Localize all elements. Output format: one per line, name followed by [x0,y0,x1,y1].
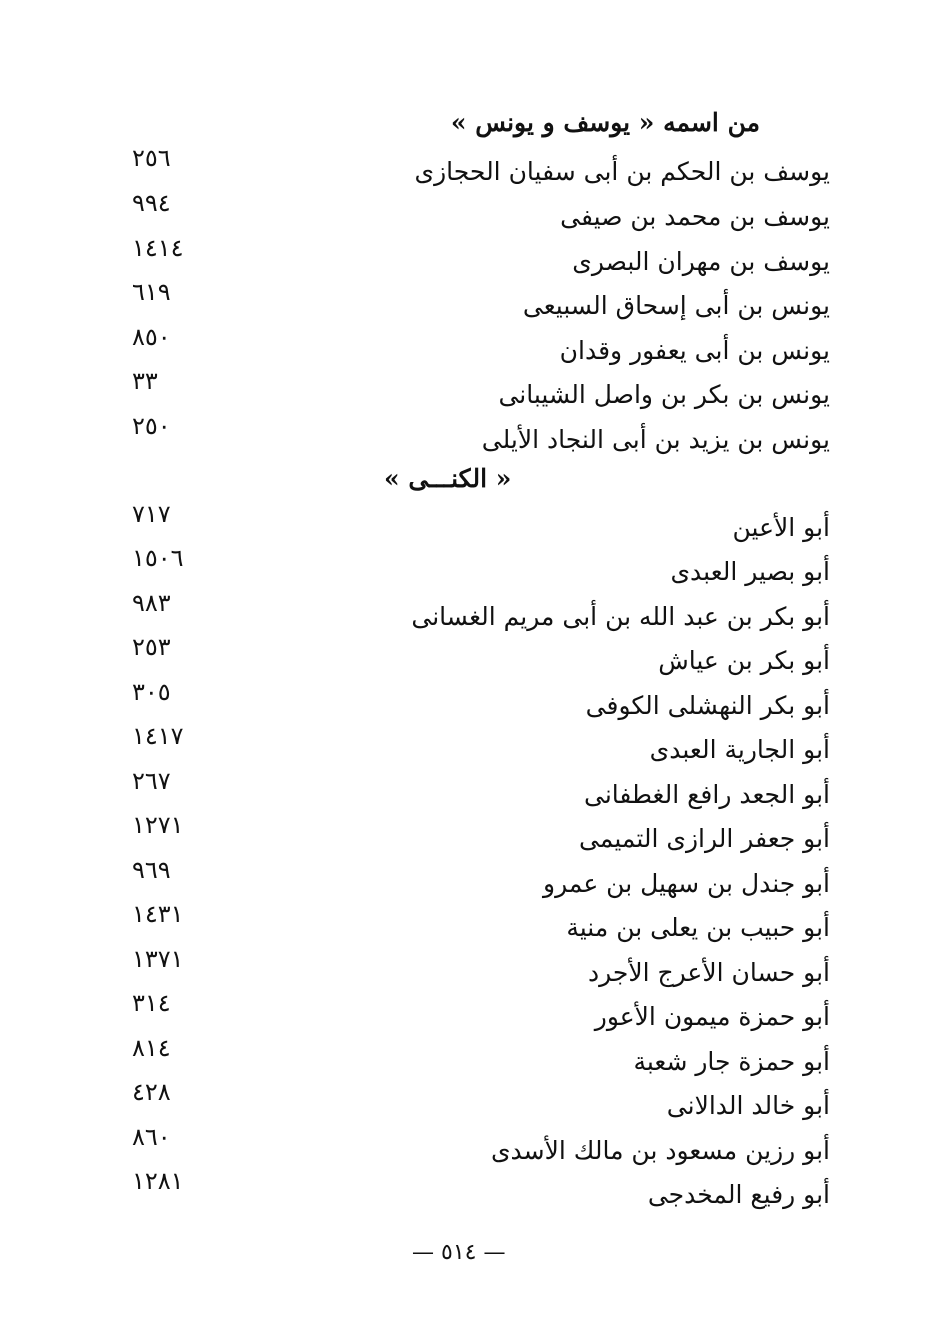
entry-name: أبو حبيب بن يعلى بن منية [566,913,830,942]
entry-number: ١٤٣١ [132,900,184,928]
entry-name: أبو حمزة جار شعبة [633,1047,830,1076]
entry-number: ٨٥٠ [132,323,171,351]
entry-name: يونس بن أبى إسحاق السبيعى [522,291,830,320]
entry-name: أبو بكر بن عبد الله بن أبى مريم الغسانى [411,602,830,631]
entry-name: أبو الجعد رافع الغطفانى [583,780,830,809]
entry-name: يوسف بن محمد بن صيفى [560,202,830,231]
entry-number: ١٣٧١ [132,945,184,973]
list-item [0,1167,952,1219]
entry-number: ١٢٨١ [132,1167,184,1195]
entry-number: ١٤١٤ [132,234,184,262]
entry-name: يونس بن يزيد بن أبى النجاد الأيلى [481,425,830,454]
entry-name: أبو جعفر الرازى التميمى [579,824,830,853]
entry-number: ٩٦٩ [132,856,171,884]
entry-number: ٣٠٥ [132,678,171,706]
section-heading-kunya: « الكنـــى » [384,464,512,493]
entry-number: ٢٥٦ [132,144,171,172]
entry-number: ٨١٤ [132,1034,171,1062]
entry-number: ١٥٠٦ [132,544,184,572]
list-item [0,412,952,464]
entry-number: ٦١٩ [132,278,171,306]
entry-name: أبو رزين مسعود بن مالك الأسدى [490,1136,830,1165]
entry-number: ٢٥٠ [132,412,171,440]
entry-number: ١٢٧١ [132,811,184,839]
entry-number: ٧١٧ [132,500,171,528]
entry-name: يوسف بن مهران البصرى [572,247,830,276]
page-number: — ٥١٤ — [412,1240,506,1265]
entry-name: أبو حمزة ميمون الأعور [594,1002,830,1031]
entry-name: أبو حسان الأعرج الأجرد [587,958,830,987]
entry-name: أبو بكر بن عياش [658,646,830,675]
entry-number: ١٤١٧ [132,722,184,750]
entry-number: ٩٨٣ [132,589,171,617]
entry-number: ٢٥٣ [132,633,171,661]
entry-name: أبو الأعين [732,513,830,542]
entry-name: أبو رفيع المخدجى [647,1180,830,1209]
entry-name: أبو الجارية العبدى [649,735,830,764]
entry-name: أبو جندل بن سهيل بن عمرو [543,869,830,898]
entry-number: ٣١٤ [132,989,171,1017]
entry-name: يونس بن بكر بن واصل الشيبانى [498,380,830,409]
entry-name: يونس بن أبى يعفور وقدان [559,336,830,365]
entry-name: أبو بكر النهشلى الكوفى [585,691,830,720]
entry-number: ٤٢٨ [132,1078,171,1106]
entry-number: ٨٦٠ [132,1123,171,1151]
entry-number: ٣٣ [132,367,158,395]
section-heading-yusuf-yunus: من اسمه « يوسف و يونس » [450,108,760,137]
entry-name: أبو بصير العبدى [670,557,830,586]
entry-name: يوسف بن الحكم بن أبى سفيان الحجازى [414,157,830,186]
entry-name: أبو خالد الدالانى [666,1091,830,1120]
entry-number: ٢٦٧ [132,767,171,795]
entry-number: ٩٩٤ [132,189,171,217]
